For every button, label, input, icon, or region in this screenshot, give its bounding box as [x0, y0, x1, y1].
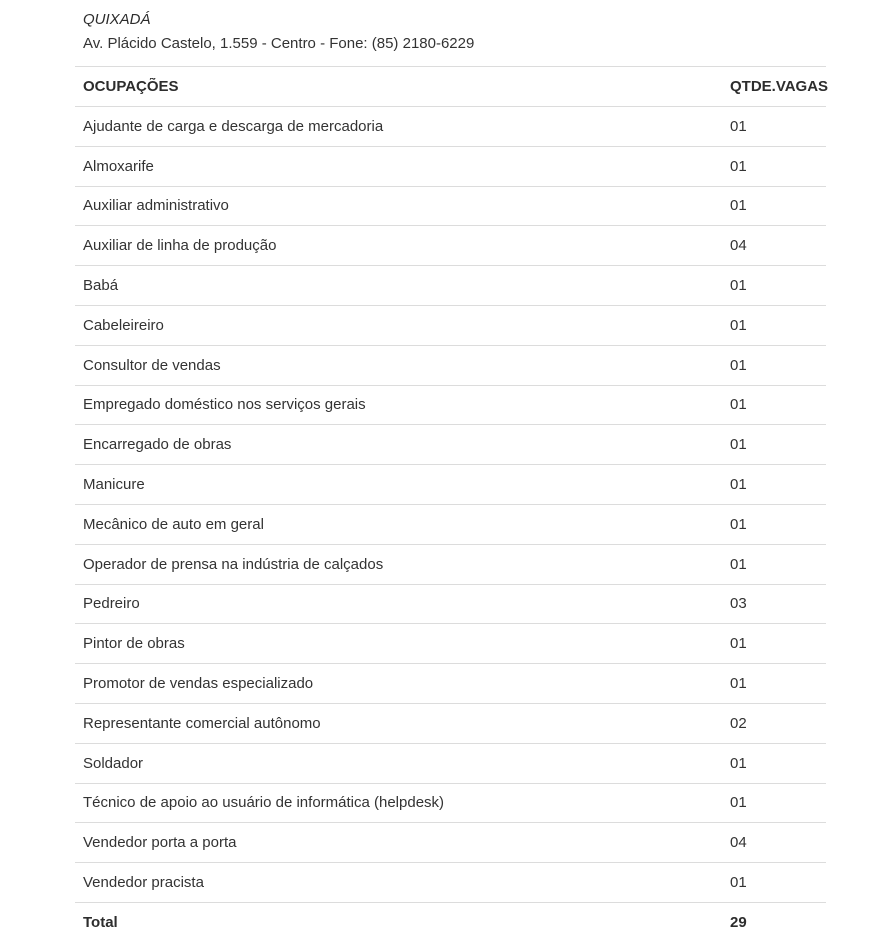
- vacancies-cell: 01: [730, 794, 747, 812]
- vacancies-cell: 01: [730, 515, 747, 533]
- vacancies-cell: 01: [730, 197, 747, 215]
- vacancies-cell: 01: [730, 754, 747, 772]
- total-label: Total: [83, 913, 118, 931]
- vacancies-cell: 04: [730, 834, 747, 852]
- vacancies-cell: 01: [730, 476, 747, 494]
- occupation-cell: Ajudante de carga e descarga de mercadoria: [83, 117, 384, 135]
- vacancies-cell: 03: [730, 595, 747, 613]
- vacancies-cell: 01: [730, 157, 747, 175]
- vacancies-cell: 04: [730, 237, 747, 255]
- occupation-cell: Mecânico de auto em geral: [83, 515, 264, 533]
- table-row: [75, 664, 826, 704]
- vacancies-cell: 01: [730, 356, 747, 374]
- table-row: [75, 346, 826, 386]
- table-row: [75, 107, 826, 147]
- table-row: [75, 187, 826, 227]
- table-row: [75, 465, 826, 505]
- table-total-row: [75, 903, 826, 933]
- occupation-cell: Pintor de obras: [83, 635, 185, 653]
- table-row: [75, 505, 826, 545]
- occupation-cell: Vendedor porta a porta: [83, 834, 237, 852]
- table-row: [75, 823, 826, 863]
- table-row: [75, 386, 826, 426]
- vacancies-cell: 01: [730, 635, 747, 653]
- table-row: [75, 744, 826, 784]
- table-row: [75, 784, 826, 824]
- occupation-cell: Promotor de vendas especializado: [83, 675, 314, 693]
- table-row: [75, 226, 826, 266]
- table-body: [75, 107, 826, 903]
- total-value: 29: [730, 913, 747, 931]
- occupation-cell: Empregado doméstico nos serviços gerais: [83, 396, 366, 414]
- occupation-cell: Cabeleireiro: [83, 316, 164, 334]
- table-row: [75, 266, 826, 306]
- city-name: QUIXADÁ: [83, 11, 151, 28]
- occupation-cell: Representante comercial autônomo: [83, 714, 321, 732]
- table-row: [75, 624, 826, 664]
- vacancies-cell: 01: [730, 874, 747, 892]
- vacancies-cell: 01: [730, 316, 747, 334]
- occupation-cell: Vendedor pracista: [83, 874, 204, 892]
- table-row: [75, 147, 826, 187]
- occupation-cell: Auxiliar administrativo: [83, 197, 229, 215]
- occupation-cell: Operador de prensa na indústria de calçados: [83, 555, 384, 573]
- occupation-cell: Auxiliar de linha de produção: [83, 237, 277, 255]
- occupation-cell: Manicure: [83, 476, 145, 494]
- occupation-cell: Consultor de vendas: [83, 356, 221, 374]
- occupation-cell: Encarregado de obras: [83, 436, 232, 454]
- address-line: Av. Plácido Castelo, 1.559 - Centro - Fone: (85) 2180-6229: [83, 35, 475, 52]
- vacancies-cell: 01: [730, 675, 747, 693]
- column-header-occupations: OCUPAÇÕES: [83, 78, 179, 95]
- table-row: [75, 425, 826, 465]
- vacancies-cell: 02: [730, 714, 747, 732]
- vacancies-cell: 01: [730, 117, 747, 135]
- vacancies-cell: 01: [730, 396, 747, 414]
- table-header-row: [75, 66, 829, 107]
- occupation-cell: Técnico de apoio ao usuário de informática (helpdesk): [83, 794, 445, 812]
- table-row: [75, 545, 826, 585]
- occupation-cell: Babá: [83, 277, 119, 295]
- vacancies-cell: 01: [730, 436, 747, 454]
- vacancies-cell: 01: [730, 555, 747, 573]
- table-row: [75, 863, 826, 903]
- occupation-cell: Pedreiro: [83, 595, 140, 613]
- vacancies-table: [75, 66, 829, 933]
- table-row: [75, 704, 826, 744]
- occupation-cell: Almoxarife: [83, 157, 154, 175]
- vacancies-cell: 01: [730, 277, 747, 295]
- table-row: [75, 585, 826, 625]
- occupation-cell: Soldador: [83, 754, 144, 772]
- column-header-qty-vagas: QTDE.VAGAS: [730, 78, 829, 95]
- header: [83, 8, 893, 56]
- table-row: [75, 306, 826, 346]
